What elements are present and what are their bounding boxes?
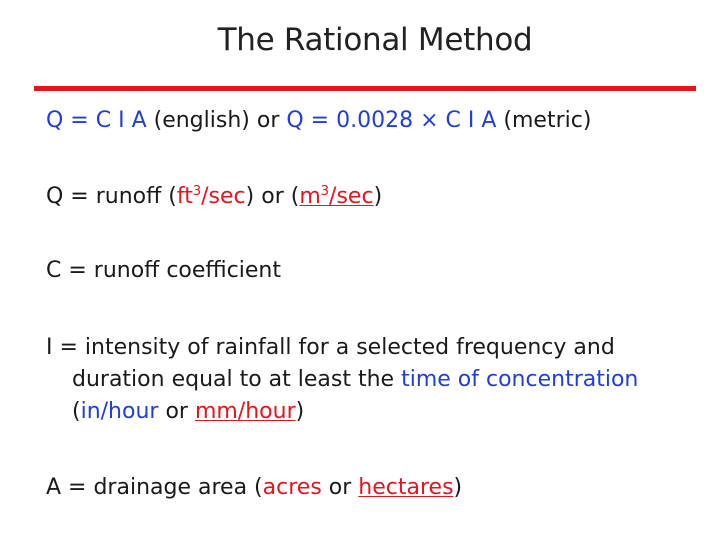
a-def-suffix: ) bbox=[453, 475, 463, 500]
q-unit-m-rest: /sec bbox=[329, 184, 374, 209]
i-def-line2-prefix: duration equal to at least the bbox=[72, 367, 395, 392]
mm-per-hour-link[interactable]: mm/hour bbox=[194, 399, 296, 424]
q-definition bbox=[46, 182, 382, 212]
q-def-prefix: Q = runoff ( bbox=[46, 184, 177, 209]
title-divider bbox=[34, 86, 696, 91]
q-unit-m: m bbox=[299, 184, 321, 209]
in-per-hour-link[interactable]: in/hour bbox=[80, 399, 159, 424]
hectares-link[interactable]: hectares bbox=[358, 475, 454, 500]
formula-metric-note: (metric) bbox=[503, 108, 592, 133]
formula-line bbox=[46, 106, 591, 136]
i-definition-line2 bbox=[72, 365, 638, 395]
i-definition-line1 bbox=[46, 333, 615, 363]
formula-metric: Q = 0.0028 × C I A bbox=[286, 108, 497, 133]
formula-english-note: (english) or bbox=[153, 108, 280, 133]
i-def-close: ) bbox=[295, 399, 305, 424]
c-definition: C = runoff coefficient bbox=[46, 258, 281, 283]
q-def-suffix: ) bbox=[373, 184, 383, 209]
i-def-line1: I = intensity of rainfall for a selected frequency and bbox=[46, 335, 615, 360]
q-unit-ft-exp: 3 bbox=[192, 184, 202, 199]
q-def-mid: ) or ( bbox=[245, 184, 300, 209]
formula-english: Q = C I A bbox=[46, 108, 147, 133]
a-def-or: or bbox=[328, 475, 352, 500]
acres-link[interactable]: acres bbox=[262, 475, 322, 500]
time-of-concentration-link[interactable]: time of concentration bbox=[401, 367, 639, 392]
i-def-or: or bbox=[165, 399, 188, 424]
i-definition-line3 bbox=[72, 397, 304, 427]
i-def-open: ( bbox=[72, 399, 81, 424]
slide-title: The Rational Method bbox=[217, 22, 533, 58]
q-unit-ft: ft bbox=[176, 184, 193, 209]
q-unit-english bbox=[177, 184, 246, 209]
a-definition bbox=[46, 473, 462, 503]
a-def-prefix: A = drainage area ( bbox=[46, 475, 263, 500]
q-unit-ft-rest: /sec bbox=[201, 184, 246, 209]
q-unit-metric-link[interactable] bbox=[299, 184, 373, 209]
q-unit-m-exp: 3 bbox=[320, 184, 330, 199]
